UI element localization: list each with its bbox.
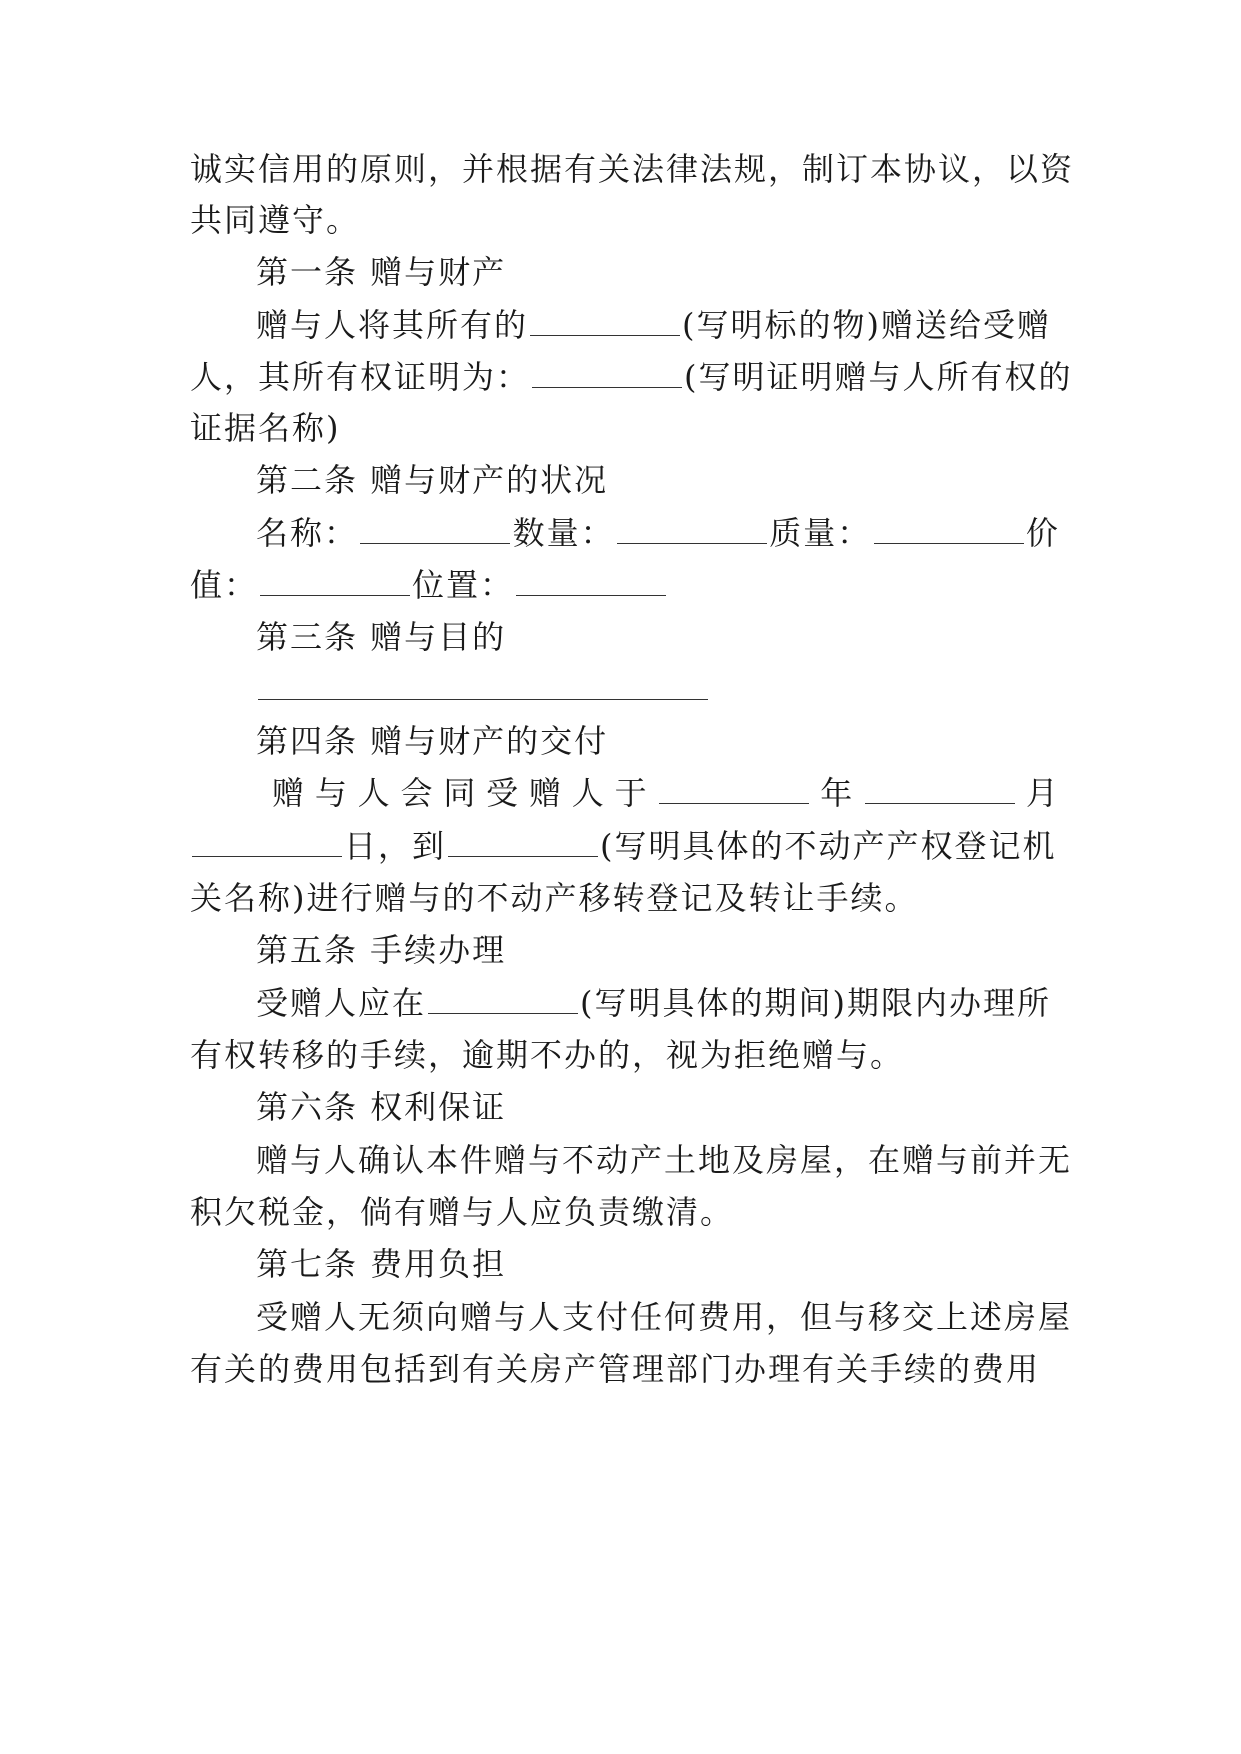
article-2-heading: 第二条 赠与财产的状况 bbox=[256, 461, 609, 499]
char-7: 人 bbox=[571, 774, 606, 812]
text-a5-pre: 受赠人应在 bbox=[256, 984, 427, 1022]
char-0: 赠 bbox=[272, 774, 307, 812]
article-2-line-2 bbox=[190, 565, 1060, 605]
text-a1-pre: 赠与人将其所有的 bbox=[256, 306, 529, 344]
article-7-line-1 bbox=[256, 1297, 1073, 1337]
text-a4-p3: 关名称)进行赠与的不动产移转登记及转让手续。 bbox=[190, 879, 919, 917]
blank-registry[interactable] bbox=[448, 826, 598, 857]
article-6-line-2 bbox=[190, 1192, 1060, 1232]
label-value-start: 价 bbox=[1025, 514, 1060, 552]
article-4-line-1 bbox=[272, 773, 1060, 813]
text-a1-post: (写明标的物)赠送给受赠 bbox=[682, 306, 1051, 344]
article-4-line-2 bbox=[190, 826, 1060, 866]
article-4-heading: 第四条 赠与财产的交付 bbox=[256, 722, 609, 760]
char-8: 于 bbox=[614, 774, 649, 812]
article-2-title bbox=[256, 460, 1060, 500]
article-4-title bbox=[256, 721, 1060, 761]
char-3: 会 bbox=[400, 774, 435, 812]
text-intro-1: 诚实信用的原则，并根据有关法律法规，制订本协议，以资 bbox=[190, 150, 1075, 188]
blank-year[interactable] bbox=[659, 773, 809, 804]
label-quality: 质量： bbox=[769, 514, 872, 552]
blank-value[interactable] bbox=[260, 565, 410, 596]
article-3-heading: 第三条 赠与目的 bbox=[256, 618, 507, 656]
label-quantity: 数量： bbox=[512, 514, 615, 552]
blank-name[interactable] bbox=[360, 513, 510, 544]
text-a6-p2: 积欠税金，倘有赠与人应负责缴清。 bbox=[190, 1193, 735, 1231]
article-2-line-1 bbox=[256, 513, 1060, 553]
label-location: 位置： bbox=[412, 566, 515, 604]
blank-quality[interactable] bbox=[874, 513, 1024, 544]
article-1-line-3 bbox=[190, 408, 1060, 448]
blank-location[interactable] bbox=[516, 565, 666, 596]
article-1-line-1 bbox=[256, 305, 1060, 345]
text-a1-p2-post: (写明证明赠与人所有权的 bbox=[684, 358, 1073, 396]
paragraph-line-intro-2 bbox=[190, 200, 1060, 240]
text-a5-post: (写明具体的期间)期限内办理所 bbox=[580, 984, 1051, 1022]
article-3-blank-line bbox=[256, 669, 1060, 709]
article-5-line-1 bbox=[256, 983, 1060, 1023]
text-intro-2: 共同遵守。 bbox=[190, 201, 361, 239]
text-a6-p1: 赠与人确认本件赠与不动产土地及房屋，在赠与前并无 bbox=[256, 1141, 1073, 1179]
blank-subject-matter[interactable] bbox=[530, 305, 680, 336]
char-1: 与 bbox=[314, 774, 349, 812]
text-a1-p3: 证据名称) bbox=[190, 409, 341, 447]
article-1-heading: 第一条 赠与财产 bbox=[256, 253, 507, 291]
char-2: 人 bbox=[357, 774, 392, 812]
article-6-title bbox=[256, 1087, 1060, 1127]
article-5-line-2 bbox=[190, 1035, 1060, 1075]
article-3-title bbox=[256, 617, 1060, 657]
char-5: 受 bbox=[486, 774, 521, 812]
paragraph-line-intro-1 bbox=[190, 149, 1075, 189]
label-value-end: 值： bbox=[190, 566, 259, 604]
blank-day[interactable] bbox=[192, 826, 342, 857]
article-7-line-2 bbox=[190, 1349, 1060, 1389]
article-6-heading: 第六条 权利保证 bbox=[256, 1088, 507, 1126]
blank-ownership-proof[interactable] bbox=[532, 357, 682, 388]
blank-purpose[interactable] bbox=[258, 669, 708, 700]
char-6: 赠 bbox=[528, 774, 563, 812]
article-7-heading: 第七条 费用负担 bbox=[256, 1245, 507, 1283]
label-year: 年 bbox=[820, 774, 855, 812]
article-4-line-3 bbox=[190, 878, 1060, 918]
article-6-line-1 bbox=[256, 1140, 1073, 1180]
text-a5-p2: 有权转移的手续，逾期不办的，视为拒绝赠与。 bbox=[190, 1036, 905, 1074]
text-a7-p2: 有关的费用包括到有关房产管理部门办理有关手续的费用 bbox=[190, 1350, 1041, 1388]
blank-month[interactable] bbox=[865, 773, 1015, 804]
text-a1-p2-pre: 人，其所有权证明为： bbox=[190, 358, 531, 396]
char-4: 同 bbox=[443, 774, 478, 812]
text-a7-p1: 受赠人无须向赠与人支付任何费用，但与移交上述房屋 bbox=[256, 1298, 1073, 1336]
article-5-heading: 第五条 手续办理 bbox=[256, 931, 507, 969]
text-a4-p2-post: (写明具体的不动产产权登记机 bbox=[600, 827, 1057, 865]
label-month: 月 bbox=[1025, 774, 1060, 812]
blank-quantity[interactable] bbox=[617, 513, 767, 544]
article-5-title bbox=[256, 930, 1060, 970]
article-1-title bbox=[256, 252, 1060, 292]
blank-period[interactable] bbox=[428, 983, 578, 1014]
article-7-title bbox=[256, 1244, 1060, 1284]
label-day: 日，到 bbox=[344, 827, 447, 865]
article-1-line-2 bbox=[190, 357, 1073, 397]
label-name: 名称： bbox=[256, 514, 359, 552]
